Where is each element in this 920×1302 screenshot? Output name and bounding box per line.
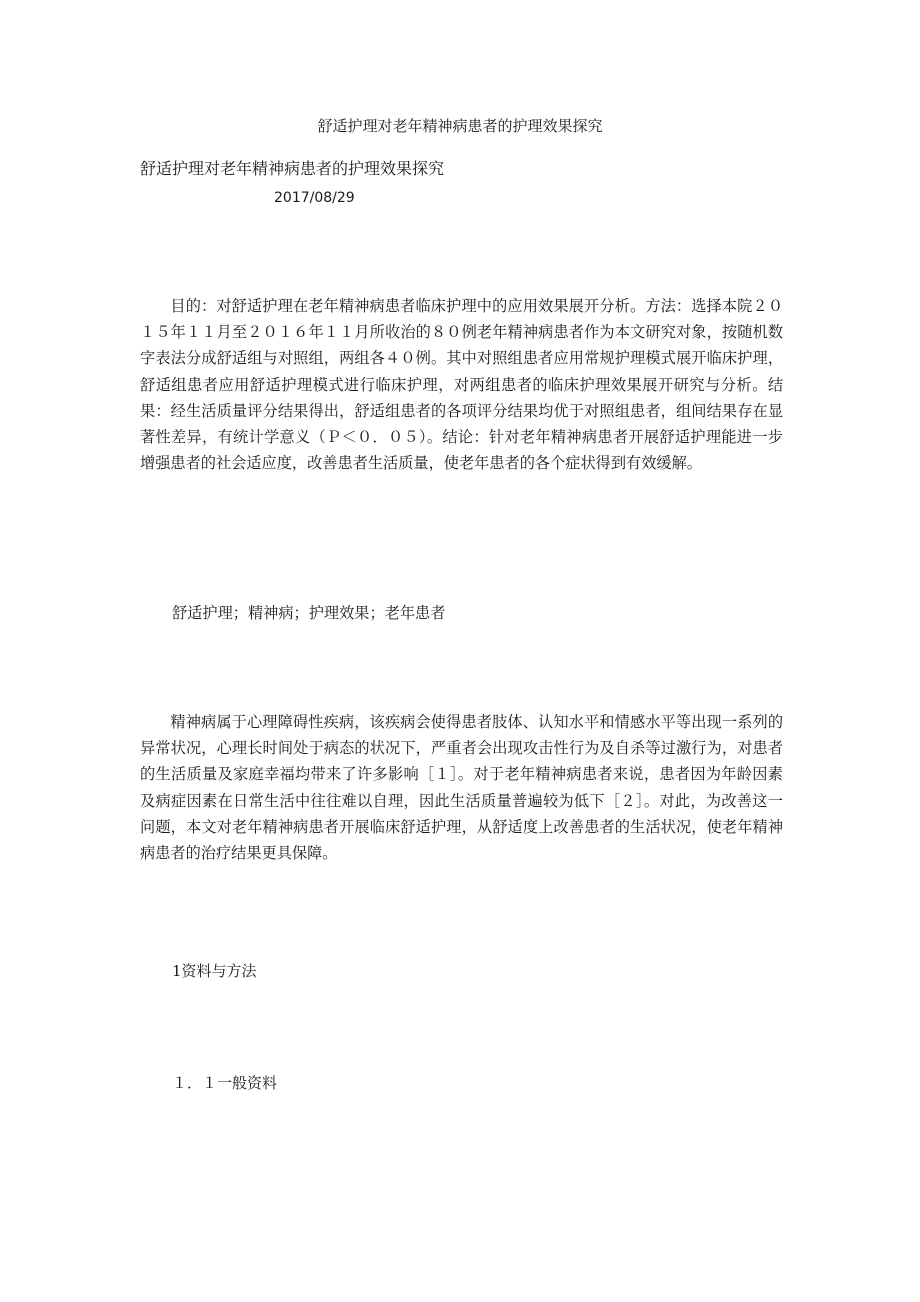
section-heading-1-1: １．１一般资料 <box>172 1074 278 1092</box>
abstract-paragraph: 目的：对舒适护理在老年精神病患者临床护理中的应用效果展开分析。方法：选择本院２０１５年１１月至２０１６年１１月所收治的８０例老年精神病患者作为本文研究对象，按随机数字表法分成舒适组与对照组，两组各４０例。其中对照组患者应用常规护理模式展开临床护理，舒适组患者应用舒适护理模式进行临床护理，对两组患者的临床护理效果展开研究与分析。结果：经生活质量评分结果得出，舒适组患者的各项评分结果均优于对照组患者，组间结果存在显著性差异，有统计学意义（Ｐ＜０．０５）。结论：针对老年精神病患者开展舒适护理能进一步增强患者的社会适应度，改善患者生活质量，使老年患者的各个症状得到有效缓解。 <box>140 297 783 473</box>
article-title: 舒适护理对老年精神病患者的护理效果探究 <box>140 159 445 178</box>
publish-date: 2017/08/29 <box>274 190 355 206</box>
section-heading-1: 1资料与方法 <box>172 962 257 980</box>
keywords: 舒适护理；精神病；护理效果；老年患者 <box>172 604 446 622</box>
intro-paragraph: 精神病属于心理障碍性疾病，该疾病会使得患者肢体、认知水平和情感水平等出现一系列的异常状况，心理长时间处于病态的状况下，严重者会出现攻击性行为及自杀等过激行为，对患者的生活质量及家庭幸福均带来了许多影响［１］。对于老年精神病患者来说，患者因为年龄因素及病症因素在日常生活中往往难以自理，因此生活质量普遍较为低下［２］。对此，为改善这一问题，本文对老年精神病患者开展临床舒适护理，从舒适度上改善患者的生活状况，使老年精神病患者的治疗结果更具保障。 <box>140 713 783 863</box>
header-title: 舒适护理对老年精神病患者的护理效果探究 <box>317 117 603 135</box>
